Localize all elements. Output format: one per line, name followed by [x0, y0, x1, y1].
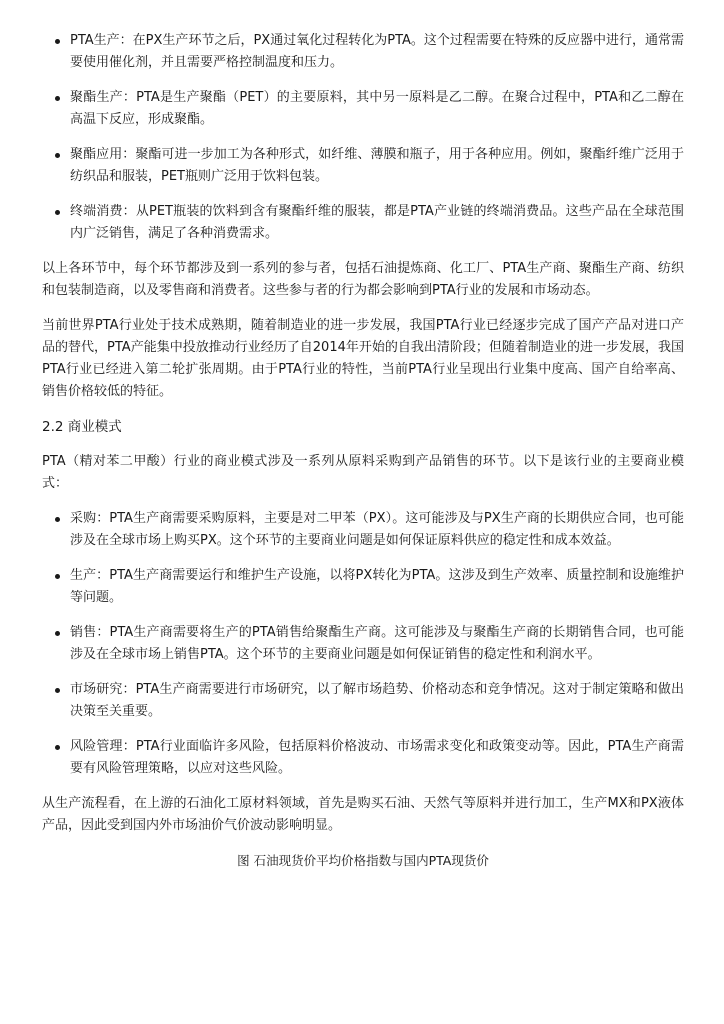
- list-item: 采购：PTA生产商需要采购原料，主要是对二甲苯（PX）。这可能涉及与PX生产商的长期供应合同，也可能涉及在全球市场上购买PX。这个环节的主要商业问题是如何保证原料供应的稳定性和成本效益。: [42, 508, 684, 552]
- list-item: 终端消费：从PET瓶装的饮料到含有聚酯纤维的服装，都是PTA产业链的终端消费品。这些产品在全球范围内广泛销售，满足了各种消费需求。: [42, 201, 684, 245]
- bullet-icon: [55, 517, 60, 522]
- list-item: 聚酯生产：PTA是生产聚酯（PET）的主要原料，其中另一原料是乙二醇。在聚合过程中，PTA和乙二醇在高温下反应，形成聚酯。: [42, 87, 684, 131]
- bullet-icon: [55, 96, 60, 101]
- paragraph-intro: PTA（精对苯二甲酸）行业的商业模式涉及一系列从原料采购到产品销售的环节。以下是该行业的主要商业模式：: [42, 454, 684, 491]
- bullet-icon: [55, 574, 60, 579]
- supply-chain-list: [42, 30, 684, 245]
- list-item: 风险管理：PTA行业面临许多风险，包括原料价格波动、市场需求变化和政策变动等。因此，PTA生产商需要有风险管理策略，以应对这些风险。: [42, 736, 684, 780]
- business-model-list: [42, 508, 684, 780]
- list-item: 销售：PTA生产商需要将生产的PTA销售给聚酯生产商。这可能涉及与聚酯生产商的长期销售合同，也可能涉及在全球市场上销售PTA。这个环节的主要商业问题是如何保证销售的稳定性和利润水平。: [42, 622, 684, 666]
- bullet-icon: [55, 688, 60, 693]
- section-heading: 2.2 商业模式: [42, 419, 122, 435]
- paragraph-industry-status: 当前世界PTA行业处于技术成熟期，随着制造业的进一步发展，我国PTA行业已经逐步完成了国产产品对进口产品的替代，PTA产能集中投放推动行业经历了自2014年开始的自我出清阶段；但随着制造业的进一步发展，我国PTA行业已经进入第二轮扩张周期。由于PTA行业的特性，当前PTA行业呈现出行业集中度高、国产自给率高、销售价格较低的特征。: [42, 318, 684, 399]
- bullet-icon: [55, 39, 60, 44]
- list-item: PTA生产：在PX生产环节之后，PX通过氧化过程转化为PTA。这个过程需要在特殊的反应器中进行，通常需要使用催化剂，并且需要严格控制温度和压力。: [42, 30, 684, 74]
- bullet-icon: [55, 210, 60, 215]
- paragraph-participants: 以上各环节中，每个环节都涉及到一系列的参与者，包括石油提炼商、化工厂、PTA生产商、聚酯生产商、纺织和包装制造商，以及零售商和消费者。这些参与者的行为都会影响到PTA行业的发展和市场动态。: [42, 261, 684, 298]
- bullet-icon: [55, 745, 60, 750]
- list-item: 聚酯应用：聚酯可进一步加工为各种形式，如纤维、薄膜和瓶子，用于各种应用。例如，聚酯纤维广泛用于纺织品和服装，PET瓶则广泛用于饮料包装。: [42, 144, 684, 188]
- list-item: 生产：PTA生产商需要运行和维护生产设施，以将PX转化为PTA。这涉及到生产效率、质量控制和设施维护等问题。: [42, 565, 684, 609]
- bullet-icon: [55, 153, 60, 158]
- list-item: 市场研究：PTA生产商需要进行市场研究，以了解市场趋势、价格动态和竞争情况。这对于制定策略和做出决策至关重要。: [42, 679, 684, 723]
- figure-caption: 图 石油现货价平均价格指数与国内PTA现货价: [237, 853, 489, 868]
- paragraph-closing: 从生产流程看，在上游的石油化工原材料领域，首先是购买石油、天然气等原料并进行加工，生产MX和PX液体产品，因此受到国内外市场油价气价波动影响明显。: [42, 796, 684, 833]
- bullet-icon: [55, 631, 60, 636]
